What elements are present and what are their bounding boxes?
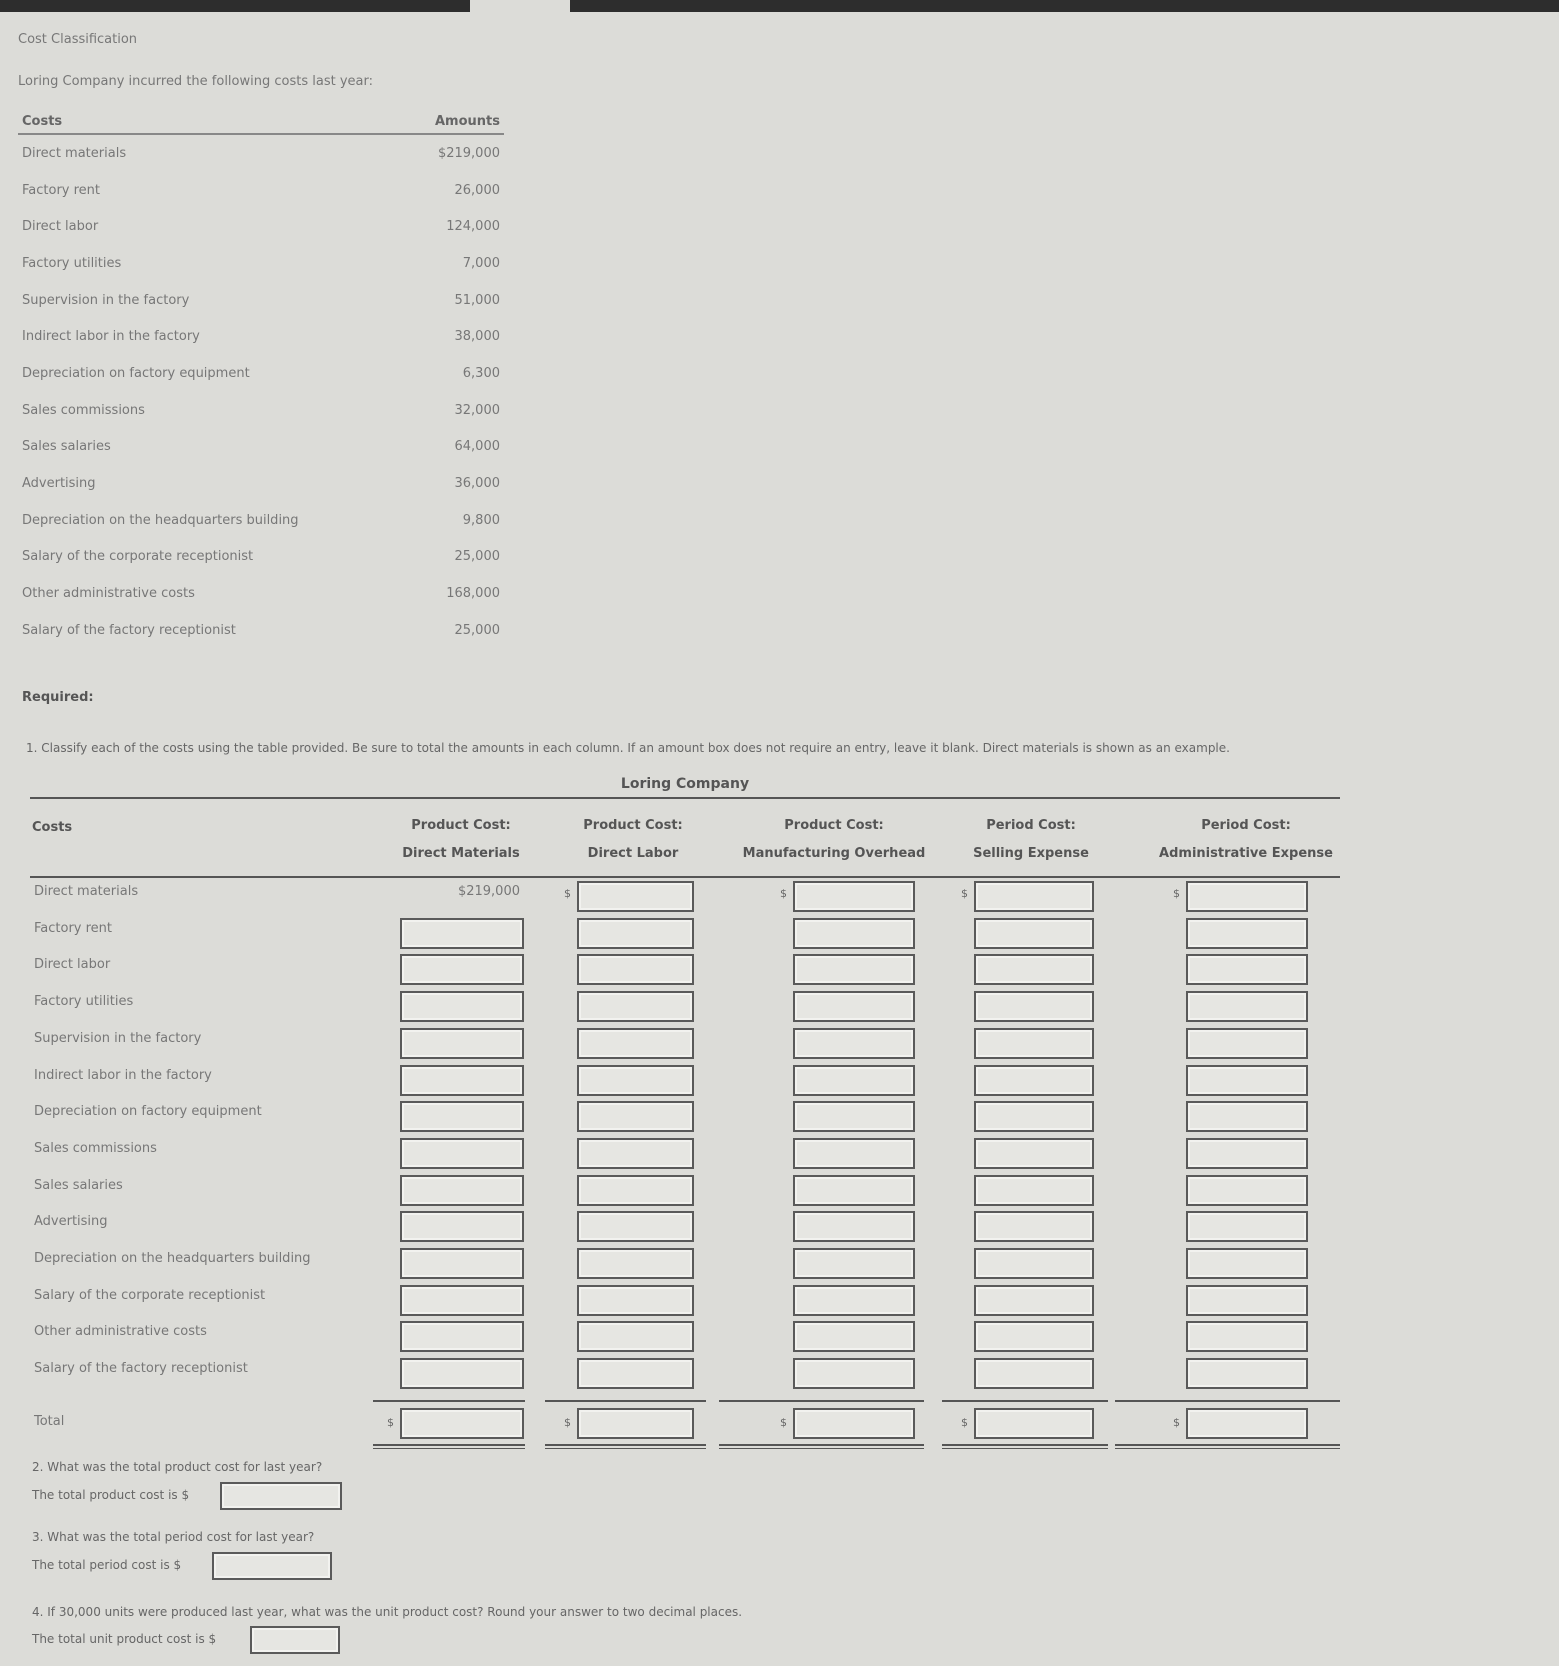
amount-input[interactable] bbox=[974, 954, 1094, 985]
cost-row bbox=[18, 208, 504, 245]
cost-name: Sales salaries bbox=[22, 439, 111, 455]
cost-name: Direct labor bbox=[22, 219, 99, 235]
answer-input[interactable] bbox=[250, 1626, 340, 1654]
amount-input[interactable] bbox=[577, 1101, 694, 1132]
column-header-line1: Period Cost: bbox=[986, 818, 1076, 833]
classify-row-label: Depreciation on factory equipment bbox=[34, 1104, 262, 1120]
amount-input[interactable] bbox=[793, 1321, 915, 1352]
table-top-rule bbox=[30, 797, 1340, 799]
amount-input[interactable] bbox=[1186, 1028, 1308, 1059]
amount-input[interactable] bbox=[1186, 881, 1308, 912]
total-bottom-rule bbox=[545, 1444, 706, 1446]
column-header-line1: Product Cost: bbox=[583, 818, 683, 833]
amount-input[interactable] bbox=[974, 1138, 1094, 1169]
amount-input[interactable] bbox=[793, 881, 915, 912]
cost-amount: 7,000 bbox=[462, 255, 500, 271]
amount-input[interactable] bbox=[577, 1175, 694, 1206]
amount-input[interactable] bbox=[1186, 1065, 1308, 1096]
cost-name: Indirect labor in the factory bbox=[22, 329, 200, 345]
classify-row-label: Salary of the corporate receptionist bbox=[34, 1287, 266, 1303]
amount-input[interactable] bbox=[400, 1175, 524, 1206]
cost-name: Depreciation on the headquarters building bbox=[22, 512, 299, 528]
amount-input[interactable] bbox=[974, 1065, 1094, 1096]
header-bottom-rule bbox=[30, 876, 1340, 878]
cost-name: Salary of the factory receptionist bbox=[22, 622, 236, 638]
cost-amount: 36,000 bbox=[454, 476, 500, 492]
amount-input[interactable] bbox=[793, 1028, 915, 1059]
amount-input[interactable] bbox=[793, 1211, 915, 1242]
amount-input[interactable] bbox=[1186, 1285, 1308, 1316]
column-header-line2: Selling Expense bbox=[973, 846, 1089, 861]
total-double-rule bbox=[719, 1448, 924, 1449]
amount-input[interactable] bbox=[577, 954, 694, 985]
answer-label: The total period cost is $ bbox=[32, 1558, 182, 1572]
classify-row-label: Factory rent bbox=[34, 920, 113, 936]
amount-input[interactable] bbox=[1186, 1358, 1308, 1389]
required-heading: Required: bbox=[22, 690, 94, 705]
cost-amount: $219,000 bbox=[437, 145, 500, 161]
amount-input[interactable] bbox=[1186, 1138, 1308, 1169]
amount-input[interactable] bbox=[577, 1065, 694, 1096]
cost-amount: 168,000 bbox=[446, 586, 500, 602]
top-bar-gap bbox=[470, 0, 570, 12]
total-top-rule bbox=[942, 1400, 1108, 1402]
amount-input[interactable] bbox=[793, 1175, 915, 1206]
amount-input[interactable] bbox=[974, 1321, 1094, 1352]
intro-text: Loring Company incurred the following costs last year: bbox=[18, 74, 373, 89]
answer-label: The total unit product cost is $ bbox=[32, 1632, 217, 1646]
amount-input[interactable] bbox=[577, 1211, 694, 1242]
amount-input[interactable] bbox=[793, 1101, 915, 1132]
amount-input[interactable] bbox=[577, 1248, 694, 1279]
amount-input[interactable] bbox=[974, 1358, 1094, 1389]
classify-row-label: Advertising bbox=[34, 1214, 108, 1230]
cost-amount: 32,000 bbox=[454, 402, 500, 418]
cost-amount: 25,000 bbox=[454, 549, 500, 565]
amount-input[interactable] bbox=[577, 1285, 694, 1316]
classify-row-label: Salary of the factory receptionist bbox=[34, 1361, 248, 1377]
amount-input[interactable] bbox=[974, 881, 1094, 912]
column-header-line2: Direct Materials bbox=[402, 846, 520, 861]
costs-column-header: Costs bbox=[18, 110, 336, 134]
amount-input[interactable] bbox=[1186, 1321, 1308, 1352]
cost-row bbox=[18, 282, 504, 319]
question-text: 4. If 30,000 units were produced last year, what was the unit product cost? Round your answer to two decimal places. bbox=[32, 1605, 743, 1619]
total-input[interactable] bbox=[400, 1408, 524, 1439]
cost-row bbox=[18, 429, 504, 466]
cost-amount: 26,000 bbox=[454, 182, 500, 198]
classify-row-label: Direct labor bbox=[34, 957, 111, 973]
cost-table bbox=[18, 110, 504, 649]
dollar-sign: $ bbox=[961, 887, 968, 900]
amount-input[interactable] bbox=[793, 954, 915, 985]
amount-input[interactable] bbox=[400, 954, 524, 985]
amount-input[interactable] bbox=[400, 1211, 524, 1242]
cost-row bbox=[18, 539, 504, 576]
amount-input[interactable] bbox=[974, 991, 1094, 1022]
cost-amount: 38,000 bbox=[454, 329, 500, 345]
total-top-rule bbox=[545, 1400, 706, 1402]
dollar-sign: $ bbox=[780, 1415, 787, 1429]
amount-input[interactable] bbox=[577, 1321, 694, 1352]
total-bottom-rule bbox=[373, 1444, 525, 1446]
amount-input[interactable] bbox=[974, 1248, 1094, 1279]
cost-row bbox=[18, 245, 504, 282]
cost-name: Direct materials bbox=[22, 145, 127, 161]
cost-name: Supervision in the factory bbox=[22, 292, 190, 308]
total-top-rule bbox=[1115, 1400, 1340, 1402]
total-bottom-rule bbox=[942, 1444, 1108, 1446]
classify-row-label: Sales salaries bbox=[34, 1177, 123, 1193]
cost-row bbox=[18, 355, 504, 392]
amount-input[interactable] bbox=[577, 918, 694, 949]
cost-amount: 6,300 bbox=[462, 365, 500, 381]
total-top-rule bbox=[373, 1400, 525, 1402]
column-header-line1: Product Cost: bbox=[411, 818, 511, 833]
column-header-line1: Period Cost: bbox=[1201, 818, 1291, 833]
amount-input[interactable] bbox=[400, 918, 524, 949]
amount-input[interactable] bbox=[400, 1101, 524, 1132]
amount-input[interactable] bbox=[577, 1028, 694, 1059]
cost-row bbox=[18, 318, 504, 355]
answer-input[interactable] bbox=[212, 1552, 332, 1580]
amount-input[interactable] bbox=[974, 1101, 1094, 1132]
cost-row bbox=[18, 172, 504, 209]
amount-input[interactable] bbox=[974, 1175, 1094, 1206]
amount-input[interactable] bbox=[577, 1138, 694, 1169]
amount-input[interactable] bbox=[577, 991, 694, 1022]
classify-row-label: Factory utilities bbox=[34, 994, 134, 1010]
cost-amount: 51,000 bbox=[454, 292, 500, 308]
column-header bbox=[1136, 812, 1356, 868]
amount-input[interactable] bbox=[1186, 1211, 1308, 1242]
amount-input[interactable] bbox=[793, 1248, 915, 1279]
cost-row bbox=[18, 465, 504, 502]
classify-row-label: Depreciation on the headquarters building bbox=[34, 1251, 311, 1266]
amount-input[interactable] bbox=[1186, 1248, 1308, 1279]
cost-name: Factory rent bbox=[22, 182, 101, 198]
column-header-line1: Product Cost: bbox=[784, 818, 884, 833]
amount-input[interactable] bbox=[793, 1065, 915, 1096]
total-input[interactable] bbox=[974, 1408, 1094, 1439]
answer-input[interactable] bbox=[220, 1482, 342, 1510]
amount-input[interactable] bbox=[400, 1028, 524, 1059]
amount-input[interactable] bbox=[1186, 1101, 1308, 1132]
amount-input[interactable] bbox=[400, 991, 524, 1022]
cost-row bbox=[18, 575, 504, 612]
top-bar bbox=[0, 0, 1559, 12]
classify-row-label: Indirect labor in the factory bbox=[34, 1067, 212, 1083]
cost-name: Advertising bbox=[22, 476, 96, 492]
amount-input[interactable] bbox=[1186, 954, 1308, 985]
total-double-rule bbox=[545, 1448, 706, 1449]
amount-input[interactable] bbox=[974, 1285, 1094, 1316]
dollar-sign: $ bbox=[564, 887, 571, 900]
classify-row-label: Other administrative costs bbox=[34, 1324, 207, 1340]
question-text: 2. What was the total product cost for last year? bbox=[32, 1460, 323, 1474]
amount-input[interactable] bbox=[1186, 1175, 1308, 1206]
total-bottom-rule bbox=[719, 1444, 924, 1446]
cost-name: Sales commissions bbox=[22, 402, 145, 418]
cost-row bbox=[18, 612, 504, 649]
dollar-sign: $ bbox=[1173, 1415, 1180, 1429]
column-header bbox=[921, 812, 1141, 868]
cost-name: Other administrative costs bbox=[22, 586, 195, 602]
amount-input[interactable] bbox=[400, 1138, 524, 1169]
dollar-sign: $ bbox=[961, 1415, 968, 1429]
question-text: 3. What was the total period cost for last year? bbox=[32, 1530, 315, 1544]
total-label: Total bbox=[34, 1413, 65, 1429]
page-title: Cost Classification bbox=[18, 32, 138, 47]
amount-input[interactable] bbox=[400, 1065, 524, 1096]
cost-amount: 64,000 bbox=[454, 439, 500, 455]
answer-label: The total product cost is $ bbox=[32, 1488, 190, 1502]
cost-name: Depreciation on factory equipment bbox=[22, 365, 250, 381]
total-bottom-rule bbox=[1115, 1444, 1340, 1446]
column-header-line2: Direct Labor bbox=[587, 846, 679, 861]
cost-row bbox=[18, 392, 504, 429]
cost-name: Salary of the corporate receptionist bbox=[22, 549, 254, 565]
amount-input[interactable] bbox=[793, 991, 915, 1022]
amount-input[interactable] bbox=[793, 918, 915, 949]
total-top-rule bbox=[719, 1400, 924, 1402]
cost-row bbox=[18, 502, 504, 539]
cost-row bbox=[18, 134, 504, 172]
classify-costs-header: Costs bbox=[32, 820, 73, 835]
column-header-line2: Manufacturing Overhead bbox=[742, 846, 926, 861]
amount-input[interactable] bbox=[974, 1211, 1094, 1242]
total-input[interactable] bbox=[793, 1408, 915, 1439]
amount-input[interactable] bbox=[793, 1285, 915, 1316]
amount-input[interactable] bbox=[400, 1358, 524, 1389]
amount-input[interactable] bbox=[1186, 991, 1308, 1022]
cost-amount: 124,000 bbox=[446, 219, 500, 235]
total-double-rule bbox=[373, 1448, 525, 1449]
dollar-sign: $ bbox=[564, 1415, 571, 1429]
instruction-text: 1. Classify each of the costs using the table provided. Be sure to total the amounts in each column. If an amount box does not require an entry, leave it blank. Direct materials is shown as an example. bbox=[26, 741, 1230, 755]
column-header-line2: Administrative Expense bbox=[1159, 846, 1333, 861]
classify-row-label: Direct materials bbox=[34, 884, 139, 899]
amount-input[interactable] bbox=[793, 1358, 915, 1389]
classify-row-label: Sales commissions bbox=[34, 1140, 157, 1156]
cost-amount: 25,000 bbox=[454, 622, 500, 638]
amount-input[interactable] bbox=[400, 1248, 524, 1279]
dollar-sign: $ bbox=[1173, 887, 1180, 900]
classify-row-label: Supervision in the factory bbox=[34, 1030, 202, 1046]
amount-input[interactable] bbox=[400, 1321, 524, 1352]
amount-input[interactable] bbox=[400, 1285, 524, 1316]
total-double-rule bbox=[942, 1448, 1108, 1449]
amount-input[interactable] bbox=[793, 1138, 915, 1169]
amounts-column-header: Amounts bbox=[336, 110, 504, 134]
cost-amount: 9,800 bbox=[462, 512, 500, 528]
example-value: $219,000 bbox=[457, 884, 520, 899]
amount-input[interactable] bbox=[974, 918, 1094, 949]
dollar-sign: $ bbox=[780, 887, 787, 900]
amount-input[interactable] bbox=[1186, 918, 1308, 949]
total-double-rule bbox=[1115, 1448, 1340, 1449]
amount-input[interactable] bbox=[577, 1358, 694, 1389]
column-header bbox=[724, 812, 944, 868]
total-input[interactable] bbox=[577, 1408, 694, 1439]
total-input[interactable] bbox=[1186, 1408, 1308, 1439]
dollar-sign: $ bbox=[387, 1415, 394, 1429]
company-name: Loring Company bbox=[620, 776, 750, 792]
amount-input[interactable] bbox=[974, 1028, 1094, 1059]
column-header bbox=[523, 812, 743, 868]
amount-input[interactable] bbox=[577, 881, 694, 912]
cost-name: Factory utilities bbox=[22, 255, 122, 271]
